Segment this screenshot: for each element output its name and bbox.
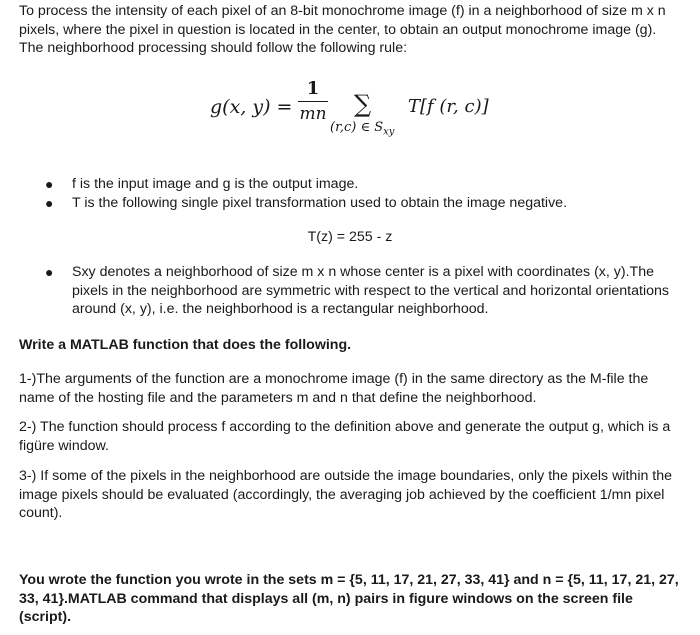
- formula-denominator: mn: [299, 104, 327, 124]
- summation-sigma: ∑: [354, 90, 372, 118]
- transform-equation: T(z) = 255 - z: [307, 229, 393, 245]
- neighborhood-formula: [0, 78, 700, 148]
- bullet-item-1: f is the input image and g is the output image.: [72, 176, 359, 192]
- bullet-item-2: T is the following single pixel transformation used to obtain the image negative.: [72, 195, 568, 211]
- task-item-1: 1-)The arguments of the function are a monochrome image (f) in the same directory as the M-file the name of the hosting file and the parameters m and n that define the neighborhood.: [19, 371, 649, 406]
- formula-term: T[f (r, c)]: [408, 96, 489, 117]
- fraction-bar: [298, 101, 328, 102]
- bullet-dot: ●: [45, 264, 54, 280]
- summation-subscript: [330, 120, 394, 138]
- formula-numerator: 1: [306, 78, 320, 99]
- final-task-paragraph: You wrote the function you wrote in the sets m = {5, 11, 17, 21, 27, 33, 41} and n = {5, 11, 17, 21, 27, 33, 41}.MATLAB command that displays all (m, n) pairs in figure windows on the screen file (script).: [19, 572, 679, 625]
- formula-lhs: g(x, y) =: [210, 96, 293, 118]
- bullet-dot: ●: [45, 195, 54, 211]
- task-item-2: 2-) The function should process f according to the definition above and generate the output g, which is a figüre window.: [19, 419, 671, 454]
- task-item-3: 3-) If some of the pixels in the neighborhood are outside the image boundaries, only the pixels within the image pixels should be evaluated (accordingly, the averaging job achieved by the coefficient 1/mn pixel count).: [19, 468, 673, 521]
- bullet-item-3: Sxy denotes a neighborhood of size m x n whose center is a pixel with coordinates (x, y).The pixels in the neighborhood are symmetric with respect to the vertical and horizontal orientations around (x, y), i.e. the neighborhood is a rectangular neighborhood.: [72, 264, 669, 317]
- subscript-xy: xy: [383, 126, 395, 138]
- bullet-dot: ●: [45, 176, 54, 192]
- intro-paragraph: To process the intensity of each pixel of an 8-bit monochrome image (f) in a neighborhood of size m x n pixels, where the pixel in question is located in the center, to obtain an output monochrome image (g). The neighborhood processing should follow the following rule:: [19, 3, 666, 56]
- section-heading: Write a MATLAB function that does the following.: [19, 337, 352, 353]
- formula-fraction: [298, 78, 328, 125]
- subscript-set: (r,c) ∈ S: [330, 120, 384, 135]
